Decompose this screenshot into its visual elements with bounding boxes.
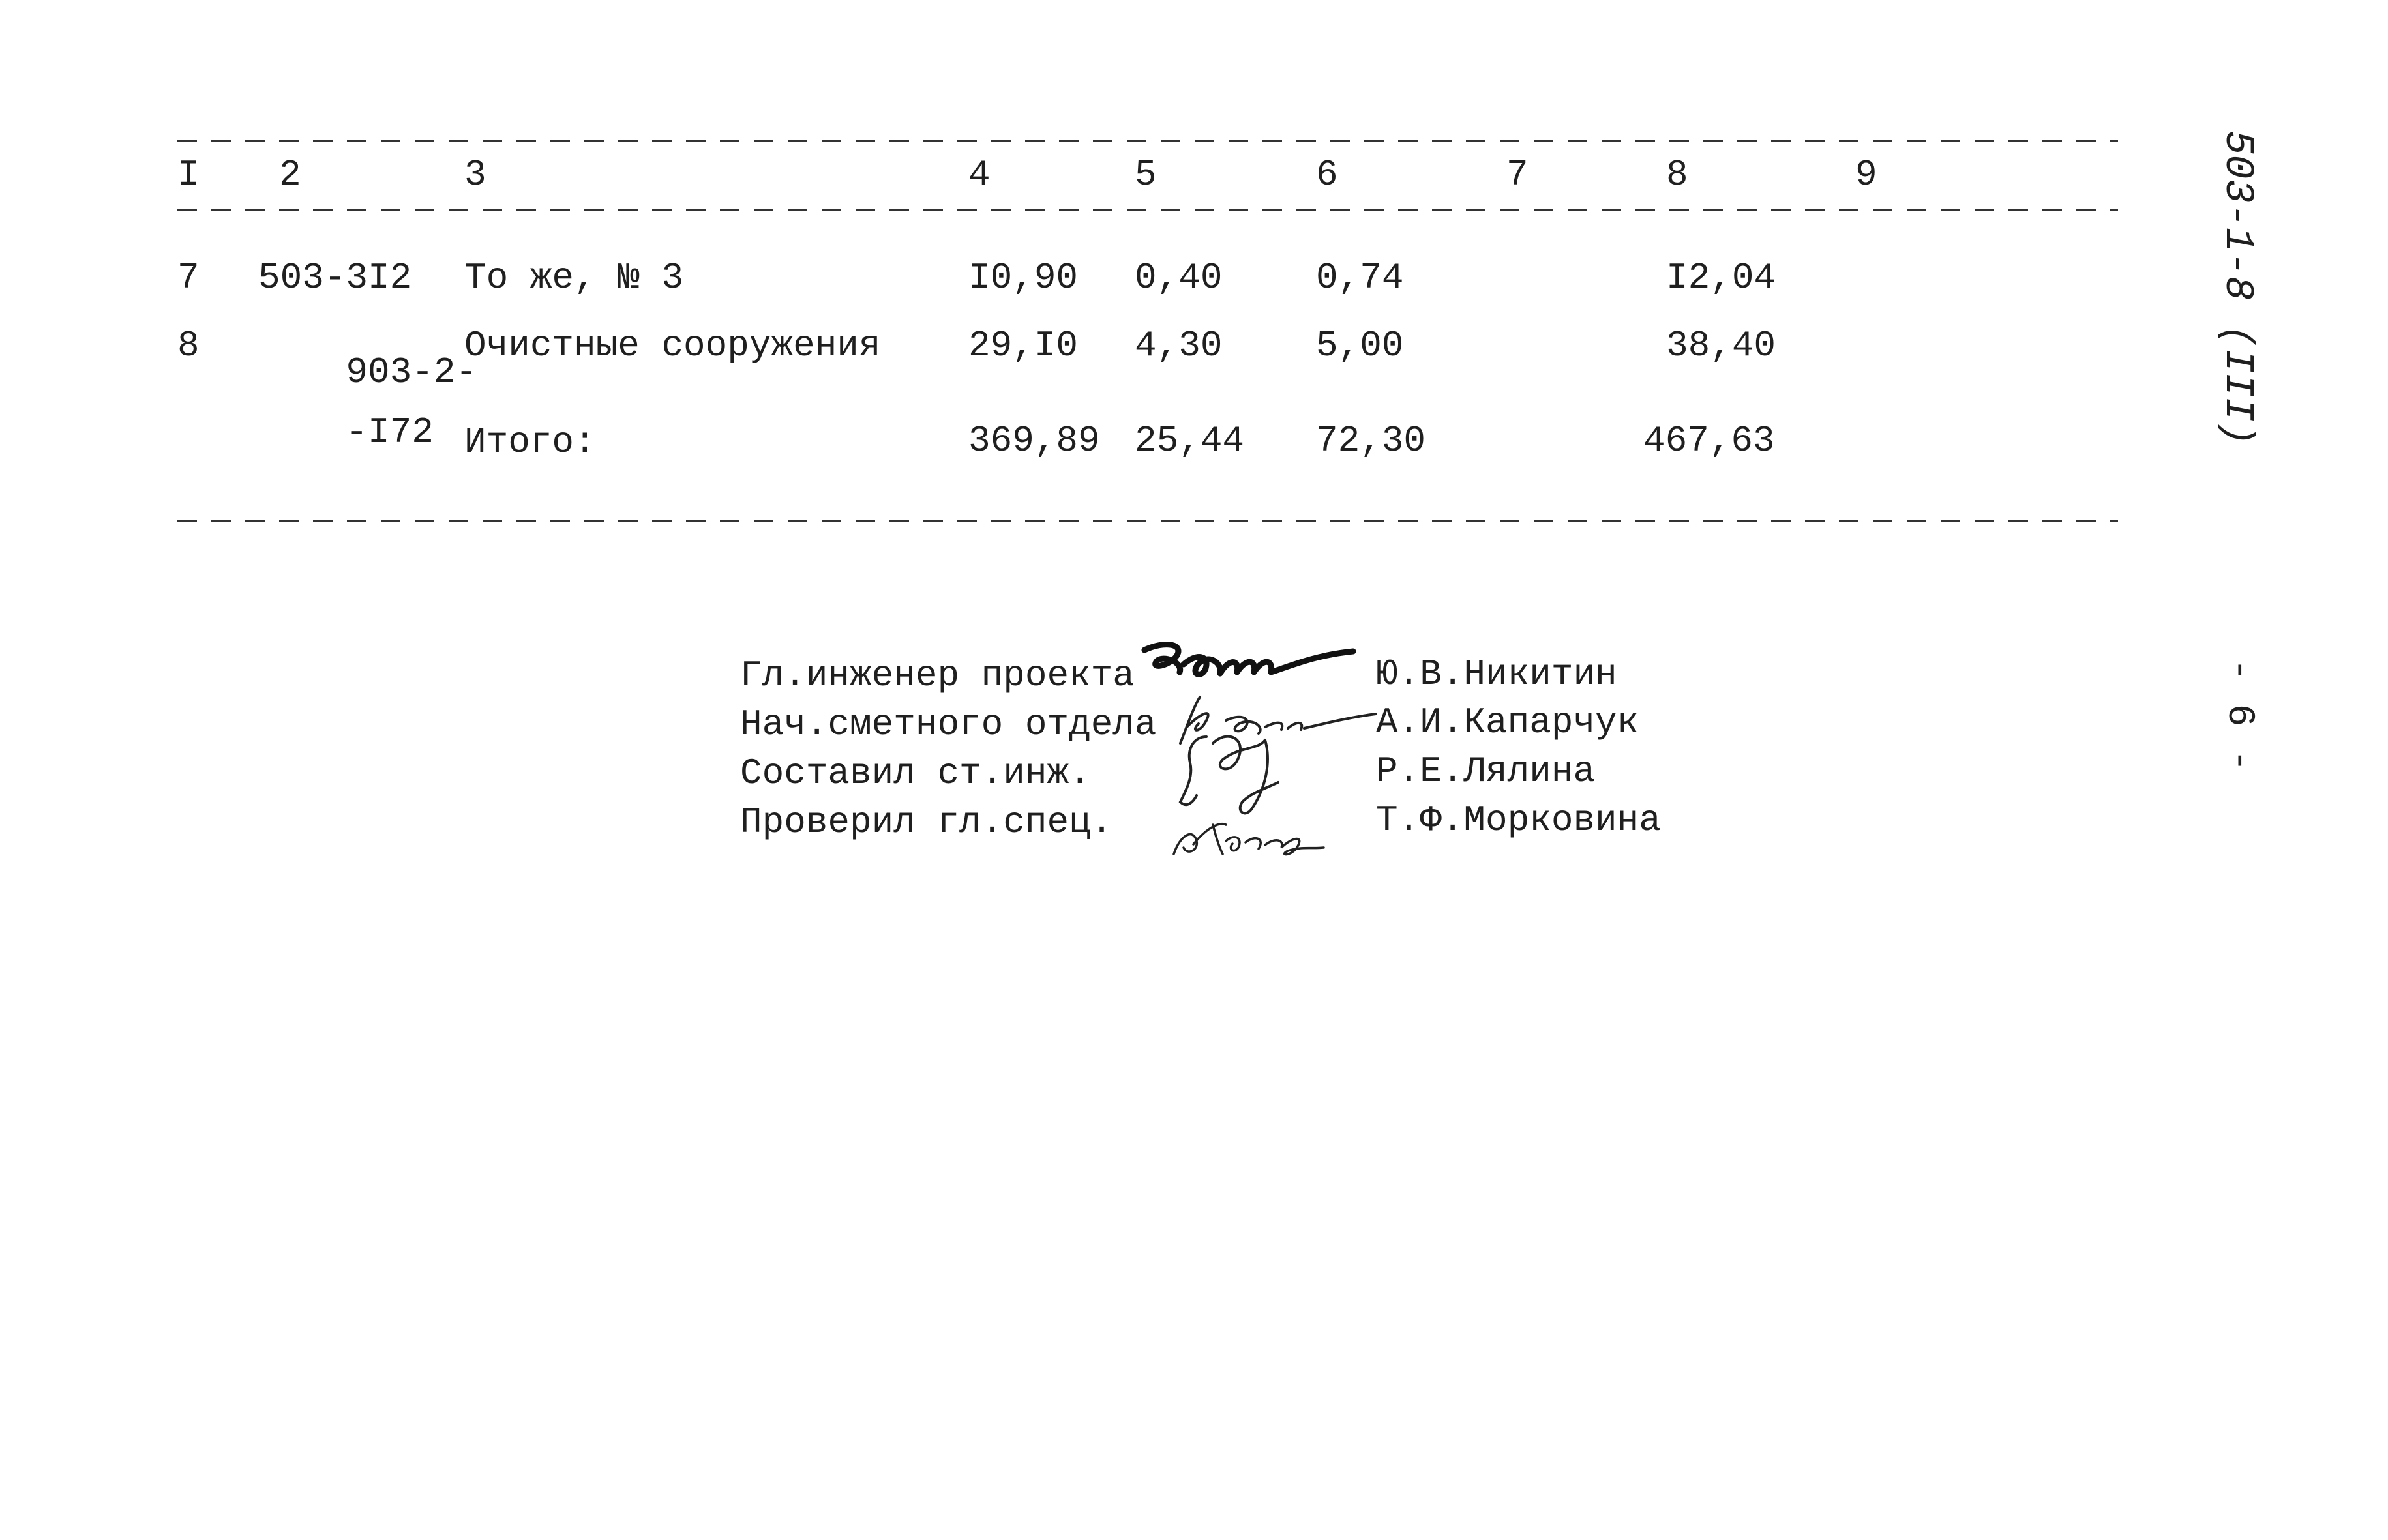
value-col-4: 29,I0 xyxy=(968,325,1079,366)
column-number: 9 xyxy=(1855,154,1877,196)
value-col-8: 38,40 xyxy=(1666,325,1776,366)
row-number: 7 xyxy=(177,257,200,299)
column-number: 5 xyxy=(1135,154,1157,196)
total-col-5: 25,44 xyxy=(1135,420,1245,462)
value-col-8: I2,04 xyxy=(1666,257,1776,299)
total-col-8: 467,63 xyxy=(1643,420,1775,462)
table-top-rule xyxy=(177,140,2118,142)
total-col-6: 72,30 xyxy=(1316,420,1426,462)
column-number: 7 xyxy=(1506,154,1529,196)
signature-checker xyxy=(1167,808,1337,867)
total-label: Итого: xyxy=(464,421,596,463)
column-number: 3 xyxy=(464,154,486,196)
project-code: 503-3I2 xyxy=(258,257,412,299)
value-col-5: 4,30 xyxy=(1135,325,1223,366)
page-number: - 6 - xyxy=(2218,659,2260,773)
signatory-name: Ю.В.Никитин xyxy=(1376,653,1617,695)
row-number: 8 xyxy=(177,325,200,366)
value-col-5: 0,40 xyxy=(1135,257,1223,299)
signatory-role: Гл.инженер проекта xyxy=(740,655,1135,696)
total-col-4: 369,89 xyxy=(968,420,1100,462)
signatory-name: Т.Ф.Морковина xyxy=(1376,799,1661,841)
signatory-role: Проверил гл.спец. xyxy=(740,801,1113,843)
column-number: 8 xyxy=(1666,154,1688,196)
column-number: 2 xyxy=(279,154,301,196)
column-number: I xyxy=(177,154,200,196)
signatory-role: Составил ст.инж. xyxy=(740,752,1091,794)
object-name: То же, № 3 xyxy=(464,257,684,299)
project-code-line: -I72 xyxy=(346,411,434,453)
signatory-role: Нач.сметного отдела xyxy=(740,703,1157,745)
document-code: 503-1-8 (III) xyxy=(2215,130,2261,446)
object-name: Очистные сооружения xyxy=(464,325,881,366)
value-col-6: 5,00 xyxy=(1316,325,1404,366)
table-bottom-rule xyxy=(177,520,2118,522)
value-col-4: I0,90 xyxy=(968,257,1079,299)
signature-compiler xyxy=(1167,724,1337,822)
column-number: 4 xyxy=(968,154,991,196)
signature-chief-engineer xyxy=(1138,636,1360,688)
table-header-rule xyxy=(177,209,2118,211)
project-code xyxy=(258,327,477,477)
value-col-6: 0,74 xyxy=(1316,257,1404,299)
signatory-name: Р.Е.Лялина xyxy=(1376,750,1596,792)
column-number: 6 xyxy=(1316,154,1338,196)
project-code-line: 903-2- xyxy=(346,351,478,393)
signatory-name: А.И.Капарчук xyxy=(1376,702,1639,743)
